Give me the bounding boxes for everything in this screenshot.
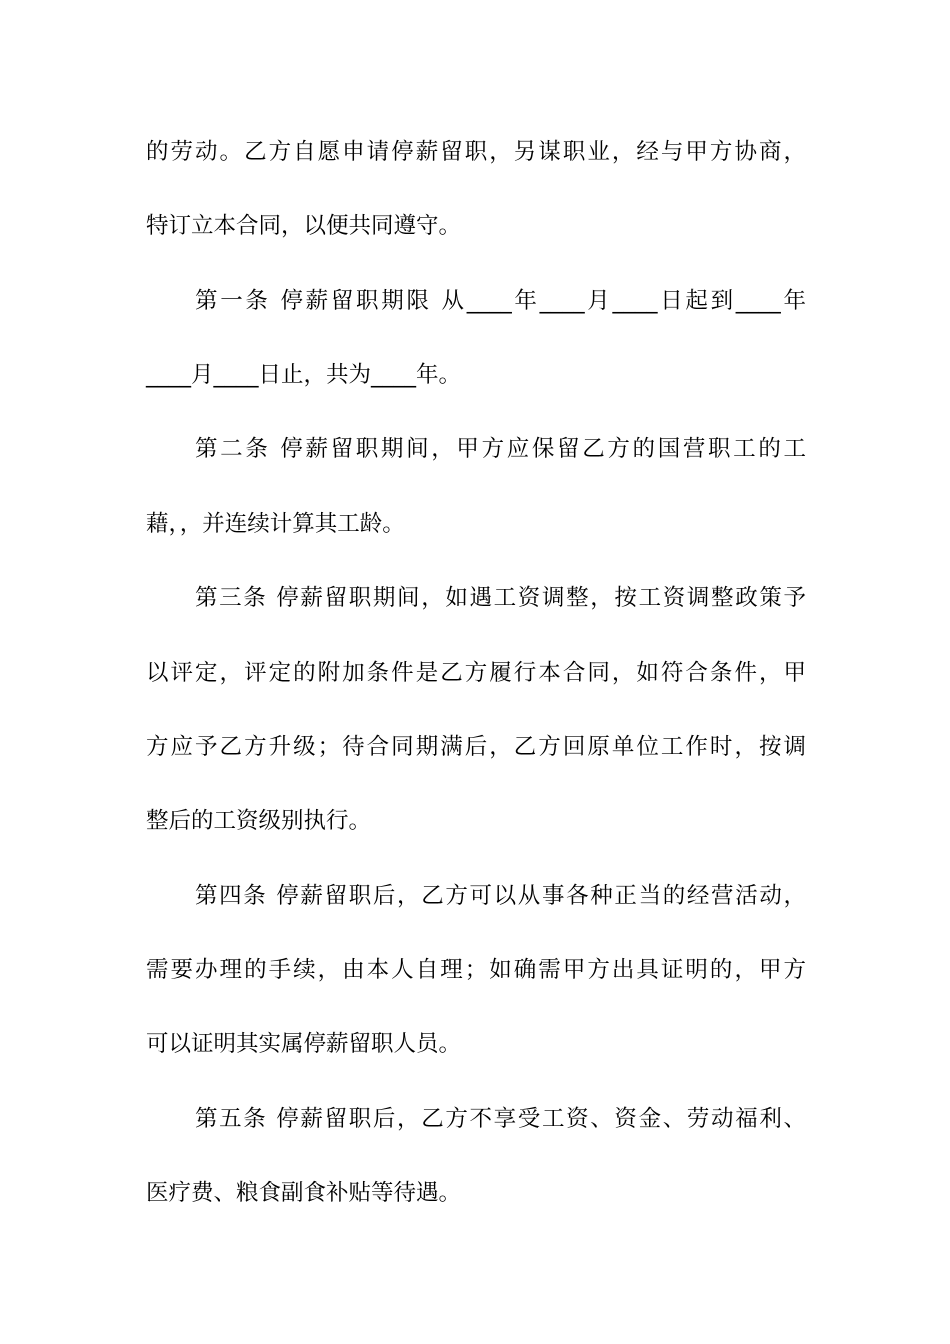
text-line: 第四条 停薪留职后，乙方可以从事各种正当的经营活动， [195, 883, 806, 909]
text-line: 需要办理的手续，由本人自理；如确需甲方出具证明的，甲方 [146, 957, 806, 983]
text-line: 第二条 停薪留职期间，甲方应保留乙方的国营职工的工 [195, 436, 806, 462]
text-line: 医疗费、粮食副食补贴等待遇。 [146, 1180, 462, 1206]
text-line: 第一条 停薪留职期限 从____年____月____日起到____年 [195, 288, 806, 314]
text-line: 第五条 停薪留职后，乙方不享受工资、资金、劳动福利、 [195, 1106, 806, 1132]
text-line: 特订立本合同，以便共同遵守。 [146, 213, 462, 239]
text-line: 整后的工资级别执行。 [146, 808, 372, 834]
text-line: 藉，，并连续计算其工龄。 [146, 511, 405, 537]
text-line: 以评定，评定的附加条件是乙方履行本合同，如符合条件，甲 [146, 660, 806, 686]
text-line: 方应予乙方升级；待合同期满后，乙方回原单位工作时，按调 [146, 734, 806, 760]
text-line: 可以证明其实属停薪留职人员。 [146, 1031, 462, 1057]
text-line: 的劳动。乙方自愿申请停薪留职，另谋职业，经与甲方协商， [146, 139, 806, 165]
text-line: ____月____日止，共为____年。 [146, 362, 462, 388]
text-line: 第三条 停薪留职期间，如遇工资调整，按工资调整政策予 [195, 585, 806, 611]
